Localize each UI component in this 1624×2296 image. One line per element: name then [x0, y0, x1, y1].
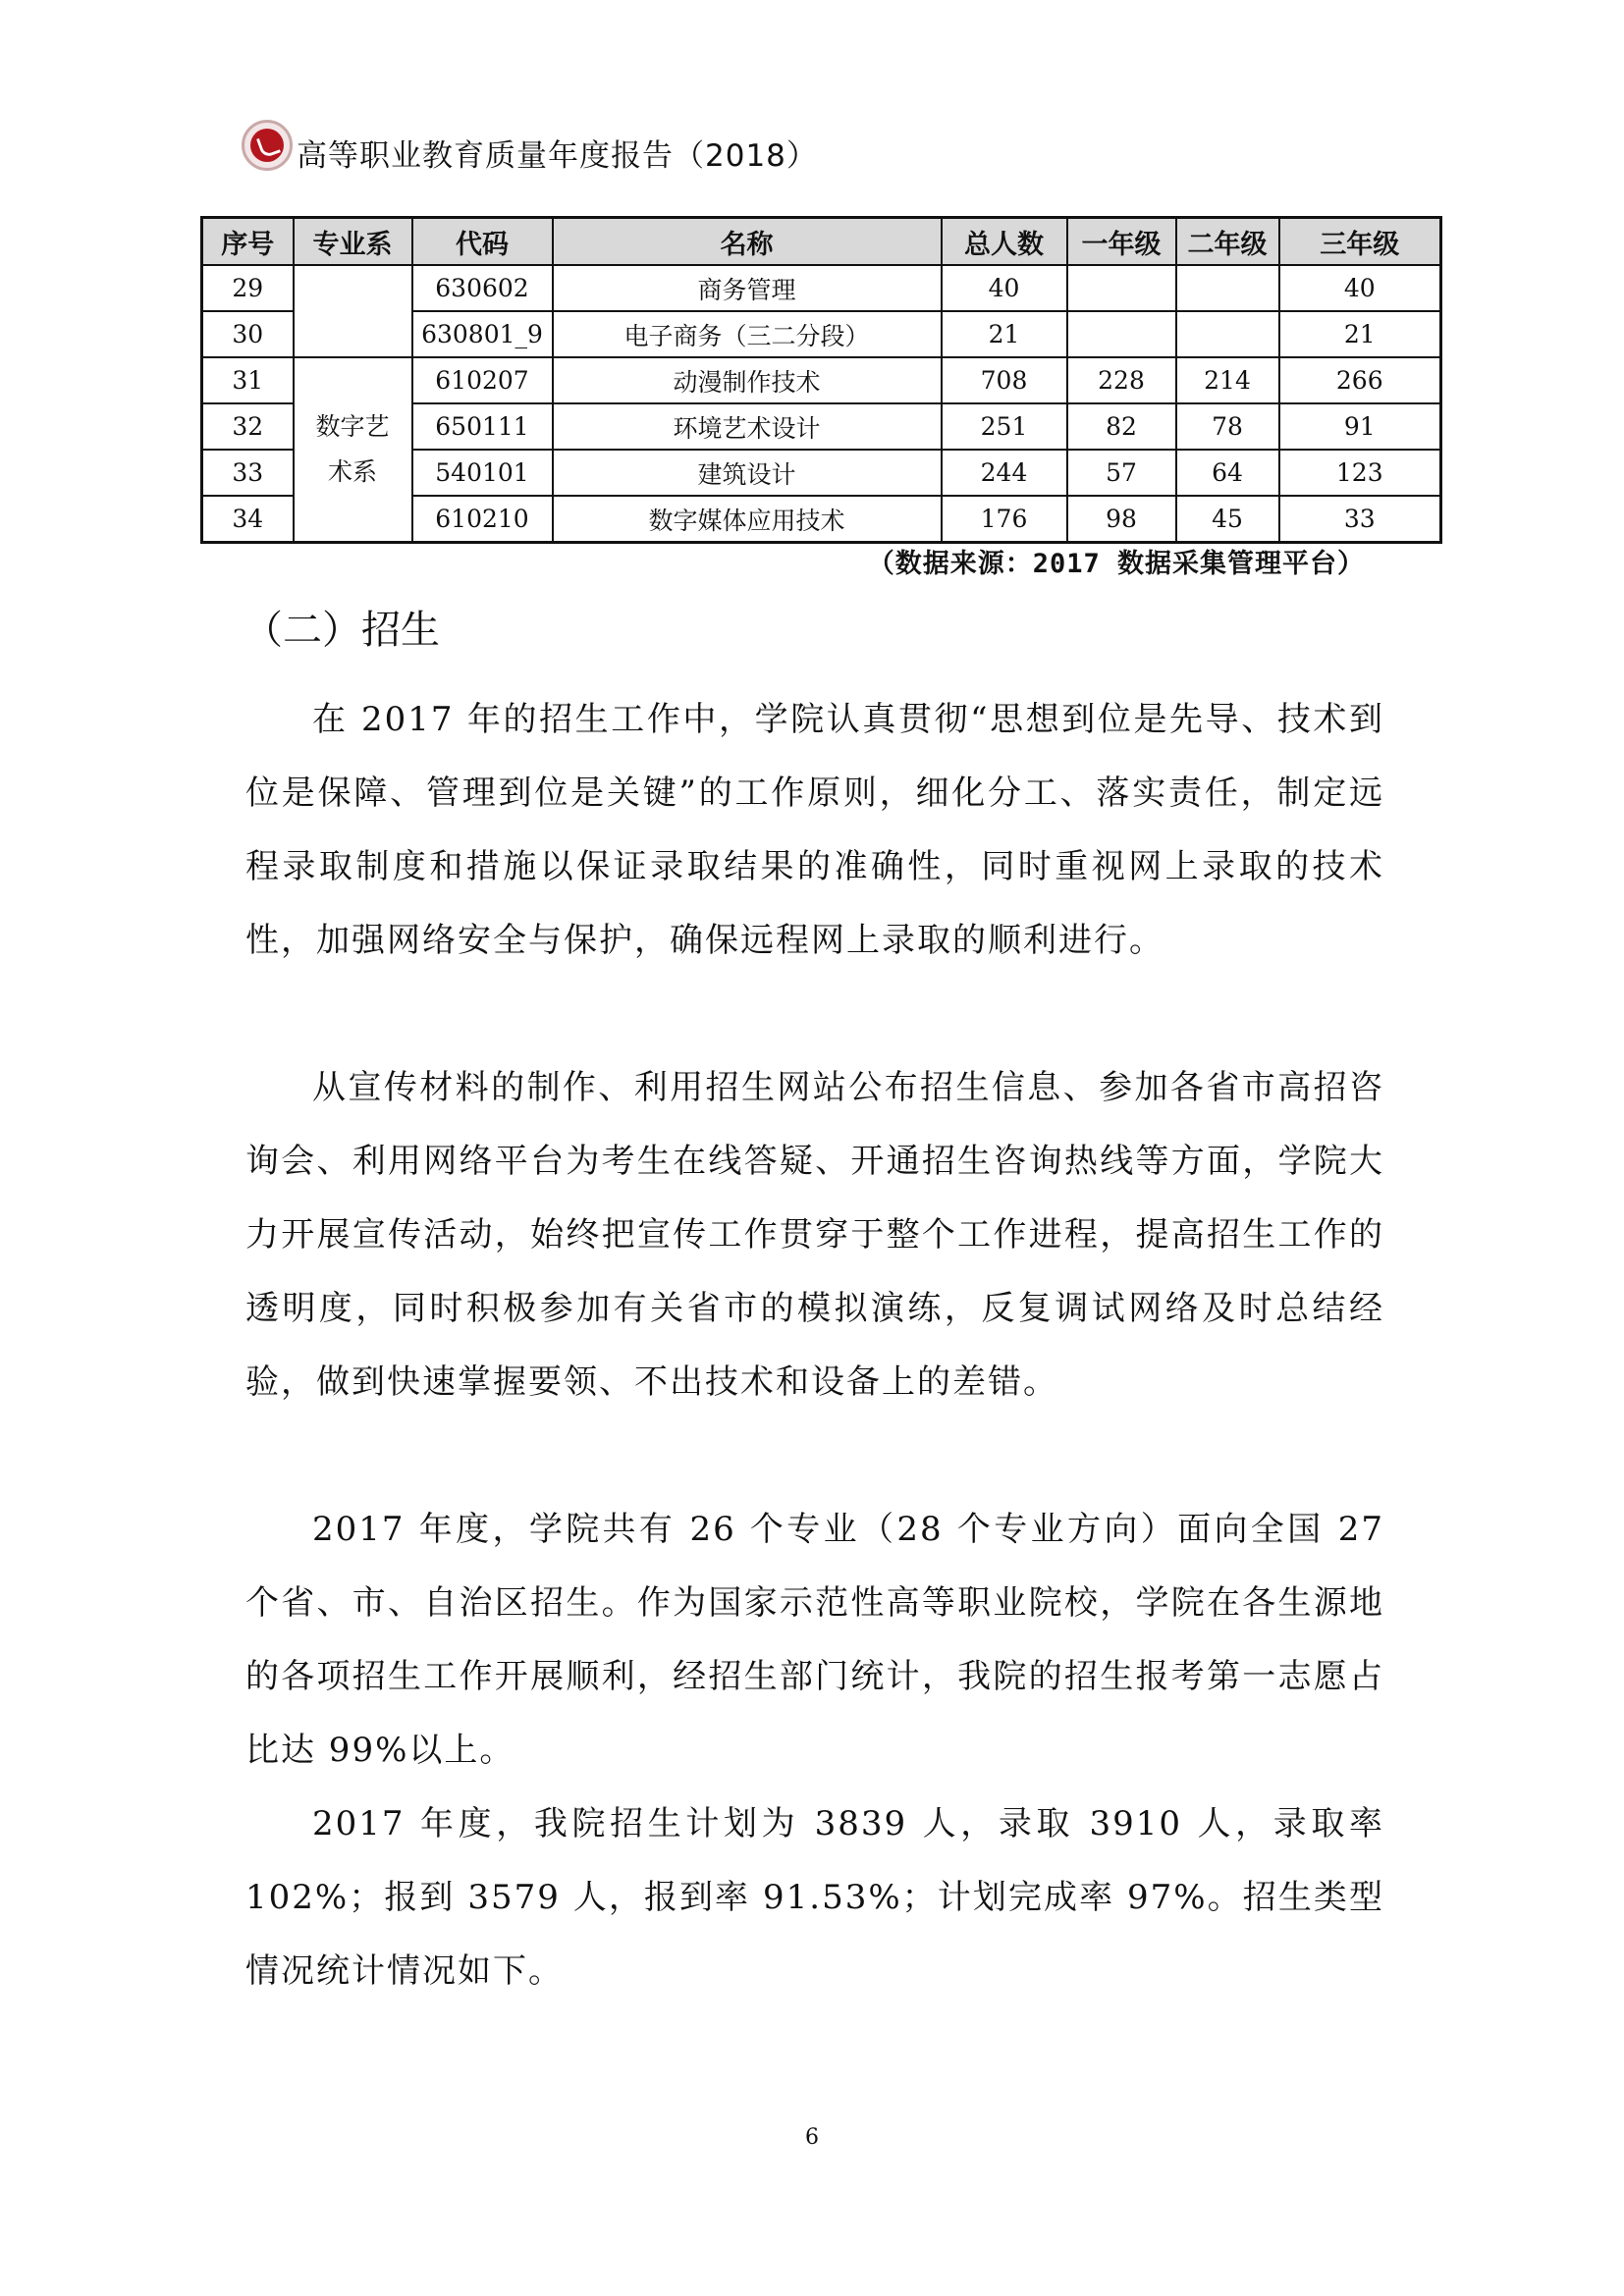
report-title: 高等职业教育质量年度报告（2018） — [297, 137, 818, 174]
cell-code: 650111 — [412, 403, 553, 450]
cell-year2: 78 — [1176, 403, 1279, 450]
cell-name: 电子商务（三二分段） — [553, 311, 942, 357]
col-header-year2: 二年级 — [1176, 218, 1279, 266]
cell-year3: 21 — [1279, 311, 1441, 357]
col-header-name: 名称 — [553, 218, 942, 266]
cell-code: 610210 — [412, 496, 553, 543]
dept-label: 数字艺术系 — [315, 412, 390, 486]
cell-year1: 228 — [1067, 357, 1176, 403]
cell-name: 环境艺术设计 — [553, 403, 942, 450]
cell-no: 31 — [202, 357, 294, 403]
cell-year2: 64 — [1176, 450, 1279, 496]
col-header-code: 代码 — [412, 218, 553, 266]
col-header-year1: 一年级 — [1067, 218, 1176, 266]
paragraph: 2017 年度，学院共有 26 个专业（28 个专业方向）面向全国 27 个省、市、自治区招生。作为国家示范性高等职业院校，学院在各生源地的各项招生工作开展顺利，经招生部门统计，我院的招生报考第一志愿占比达 99%以上。 — [245, 1510, 1384, 1770]
cell-total: 176 — [942, 496, 1067, 543]
cell-dept — [294, 265, 412, 357]
table-source-note: （数据来源：2017 数据采集管理平台） — [867, 549, 1365, 579]
cell-year2: 214 — [1176, 357, 1279, 403]
cell-no: 30 — [202, 311, 294, 357]
cell-no: 33 — [202, 450, 294, 496]
paragraph: 2017 年度，我院招生计划为 3839 人，录取 3910 人，录取率 102%；报到 3579 人，报到率 91.53%；计划完成率 97%。招生类型情况统计情况如下。 — [245, 1804, 1384, 1991]
col-header-dept: 专业系 — [294, 218, 412, 266]
paragraph: 在 2017 年的招生工作中，学院认真贯彻“思想到位是先导、技术到位是保障、管理到位是关键”的工作原则，细化分工、落实责任，制定远程录取制度和措施以保证录取结果的准确性，同时重视网上录取的技术性，加强网络安全与保护，确保远程网上录取的顺利进行。 — [245, 700, 1384, 960]
cell-total: 40 — [942, 265, 1067, 311]
cell-year1: 57 — [1067, 450, 1176, 496]
cell-name: 动漫制作技术 — [553, 357, 942, 403]
cell-name: 商务管理 — [553, 265, 942, 311]
col-header-no: 序号 — [202, 218, 294, 266]
cell-no: 34 — [202, 496, 294, 543]
cell-year1 — [1067, 265, 1176, 311]
col-header-total: 总人数 — [942, 218, 1067, 266]
cell-year2: 45 — [1176, 496, 1279, 543]
page-number: 6 — [805, 2125, 819, 2150]
cell-year1 — [1067, 311, 1176, 357]
page-header — [242, 116, 818, 175]
cell-name: 建筑设计 — [553, 450, 942, 496]
section-heading: （二）招生 — [244, 608, 440, 653]
cell-code: 610207 — [412, 357, 553, 403]
cell-year2 — [1176, 265, 1279, 311]
cell-total: 21 — [942, 311, 1067, 357]
cell-code: 630801_9 — [412, 311, 553, 357]
table-header-row — [202, 218, 1441, 266]
table-row — [202, 357, 1441, 403]
cell-year1: 82 — [1067, 403, 1176, 450]
cell-year1: 98 — [1067, 496, 1176, 543]
cell-total: 244 — [942, 450, 1067, 496]
cell-no: 29 — [202, 265, 294, 311]
cell-year2 — [1176, 311, 1279, 357]
cell-year3: 266 — [1279, 357, 1441, 403]
cell-year3: 33 — [1279, 496, 1441, 543]
cell-year3: 91 — [1279, 403, 1441, 450]
cell-code: 630602 — [412, 265, 553, 311]
cell-name: 数字媒体应用技术 — [553, 496, 942, 543]
table-row — [202, 265, 1441, 311]
college-emblem-icon — [242, 120, 293, 171]
paragraph: 从宣传材料的制作、利用招生网站公布招生信息、参加各省市高招咨询会、利用网络平台为考生在线答疑、开通招生咨询热线等方面，学院大力开展宣传活动，始终把宣传工作贯穿于整个工作进程，提高招生工作的透明度，同时积极参加有关省市的模拟演练，反复调试网络及时总结经验，做到快速掌握要领、不出技术和设备上的差错。 — [245, 1068, 1384, 1402]
cell-total: 708 — [942, 357, 1067, 403]
enrollment-table — [200, 216, 1442, 544]
cell-year3: 123 — [1279, 450, 1441, 496]
cell-no: 32 — [202, 403, 294, 450]
cell-total: 251 — [942, 403, 1067, 450]
cell-year3: 40 — [1279, 265, 1441, 311]
cell-code: 540101 — [412, 450, 553, 496]
col-header-year3: 三年级 — [1279, 218, 1441, 266]
cell-dept — [294, 357, 412, 543]
